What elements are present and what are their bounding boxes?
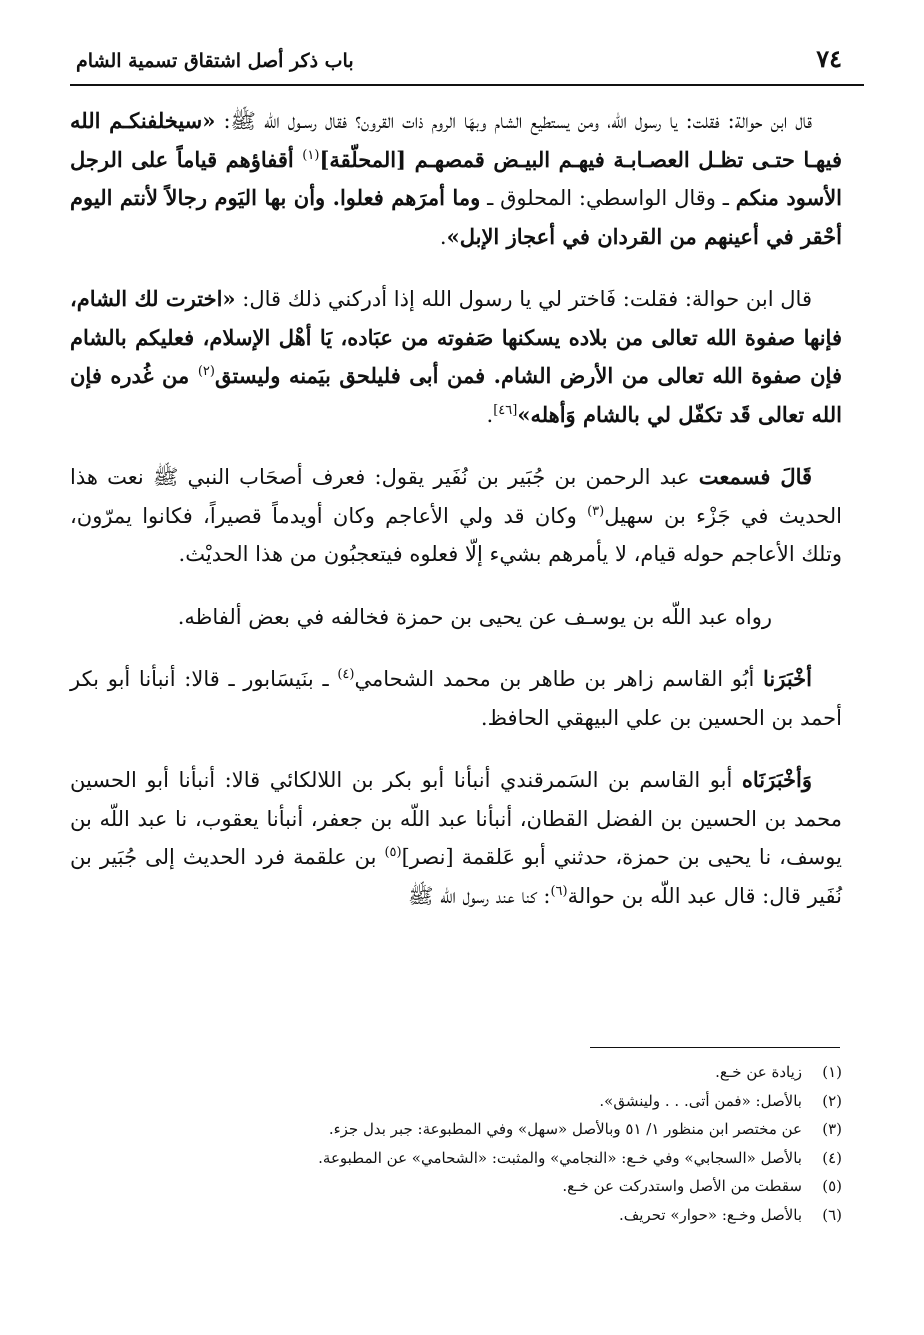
footnote-text: عن مختصر ابن منظور ١/ ٥١ وبالأصل «سهل» وفي المطبوعة: جبر بدل جزء. bbox=[328, 1120, 802, 1138]
paragraph-3 bbox=[70, 458, 842, 574]
footnote-divider bbox=[590, 1047, 840, 1048]
text-run: وكان قد ولي الأعاجم وكان أويدماً قصيراً، فكانوا يمرّون، وتلك الأعاجم حوله قيام، لا يأمرهم بشيء إلّا فعلوه فيتعجبُون من هذا الحديْث. bbox=[70, 503, 842, 566]
reference-marker: [٤٦] bbox=[493, 402, 518, 418]
running-title: باب ذكر أصل اشتقاق تسمية الشام bbox=[76, 50, 354, 72]
isnad-keyword: أخْبَرَنا bbox=[763, 666, 812, 691]
hadith-quote: من غُدره فإن الله تعالى قَد تكفّل لي بالشام وَأهله» bbox=[70, 363, 842, 427]
text-run: قال ابن حوالة: فقلت: يا رسول الله، ومن يستطيع الشام وبهَا الروم ذات القرون؟ فقال رسـول الله ﷺ: bbox=[215, 109, 812, 133]
hadith-quote: «سيخلفنكـم الله فيهـا حتـى تظـل العصـابـة فيهـم البيـض قمصهـم [المحلّقة] bbox=[70, 108, 842, 172]
footnote-item bbox=[100, 1087, 842, 1116]
footnote-number: (١) bbox=[822, 1063, 842, 1081]
footnote-text: سقطت من الأصل واستدركت عن خـع. bbox=[562, 1177, 802, 1195]
footnote-marker: (٥) bbox=[384, 845, 402, 860]
text-run: أبُو القاسم زاهر بن طاهر بن محمد الشحامي bbox=[354, 667, 764, 691]
main-text bbox=[70, 102, 842, 939]
footnote-item bbox=[100, 1144, 842, 1173]
footnote-marker: (٤) bbox=[337, 667, 355, 682]
footnote-marker: (١) bbox=[302, 147, 320, 163]
footnote-item bbox=[100, 1201, 842, 1230]
text-run: ـ بنَيسَابور ـ قالا: أنبأنا أبو بكر أحمد بن الحسين بن علي البيهقي الحافظ. bbox=[70, 667, 842, 730]
paragraph-4: رواه عبد اللّه بن يوسـف عن يحيى بن حمزة فخالفه في بعض ألفاظه. bbox=[177, 604, 772, 629]
footnote-number: (٤) bbox=[822, 1148, 842, 1167]
footnote-item bbox=[100, 1115, 842, 1144]
footnote-marker: (٢) bbox=[197, 364, 215, 379]
text-run: بن علقمة فرد الحديث إلى جُبَير بن نُفَير قال: قال عبد اللّه بن حوالة bbox=[70, 845, 842, 908]
footnote-text: بالأصل وخـع: «حوار» تحريف. bbox=[618, 1205, 802, 1224]
text-run: ـ وقال الواسطي: المحلوق ـ bbox=[480, 186, 736, 210]
text-run: أبو القاسم بن السَمرقندي أنبأنا أبو بكر بن اللالكائي قالا: أنبأنا أبو الحسين محمد بن الحسين بن الفضل القطان، أنبأنا عبد اللّه بن جعفر، أنبأنا يعقوب، نا عبد اللّه بن يوسف، نا يحيى بن حمزة، حدثني أبو عَلقمة [نصر] bbox=[70, 768, 842, 869]
footnote-item bbox=[100, 1058, 842, 1087]
footnote-number: (٣) bbox=[822, 1120, 842, 1138]
footnote-text: زيادة عن خـع. bbox=[715, 1063, 802, 1081]
text-run: . bbox=[439, 224, 447, 249]
text-run: : كنا عند رسول الله ﷺ bbox=[408, 883, 551, 908]
page-number: ٧٤ bbox=[816, 44, 842, 73]
paragraph-1 bbox=[70, 102, 842, 256]
hadith-quote: وما أمرَهم فعلوا. وأن بها اليَوم رجالاً لأنتم اليوم أحْقر في أعينهم من القردان في أعجاز الإبل» bbox=[70, 185, 842, 249]
hadith-quote: أقفاؤهم قياماً على الرجل الأسود منكم bbox=[70, 146, 843, 210]
footnote-number: (٦) bbox=[822, 1205, 842, 1224]
footnote-number: (٢) bbox=[822, 1091, 842, 1110]
footnote-item bbox=[100, 1172, 842, 1201]
footnotes bbox=[100, 1058, 842, 1229]
hadith-quote: «اخترت لك الشام، فإنها صفوة الله تعالى من بلاده يسكنها صَفوته من عبَاده، يَا أهْل الإسلام، فعليكم بالشام فإن صفوة الله تعالى من الأرض الشام. فمن أبى فليلحق بيَمنه وليستق bbox=[70, 286, 842, 388]
footnote-text: بالأصل: «فمن أتى. . . ولينشق». bbox=[599, 1091, 802, 1110]
paragraph-6 bbox=[70, 761, 842, 915]
text-run: . bbox=[486, 402, 494, 427]
footnote-marker: (٣) bbox=[587, 503, 605, 519]
page-header bbox=[70, 36, 864, 86]
footnote-number: (٥) bbox=[822, 1177, 842, 1195]
footnote-marker: (٦) bbox=[550, 883, 568, 899]
isnad-keyword: قَالَ فسمعت bbox=[698, 464, 813, 489]
text-run: عبد الرحمن بن جُبَير بن نُفَير يقول: فعرف أصحَاب النبي ﷺ نعت هذا الحديث في جَزْء بن سهيل bbox=[70, 465, 842, 528]
text-run: قال ابن حوالة: فقلت: فَاختر لي يا رسول الله إذا أدركني ذلك قال: bbox=[235, 287, 812, 311]
paragraph-5 bbox=[70, 660, 842, 737]
paragraph-2 bbox=[70, 280, 842, 434]
isnad-keyword: وَأخْبَرَنَاه bbox=[741, 767, 812, 792]
footnote-text: بالأصل «السجابي» وفي خـع: «النجامي» والمثبت: «الشحامي» عن المطبوعة. bbox=[318, 1148, 802, 1167]
